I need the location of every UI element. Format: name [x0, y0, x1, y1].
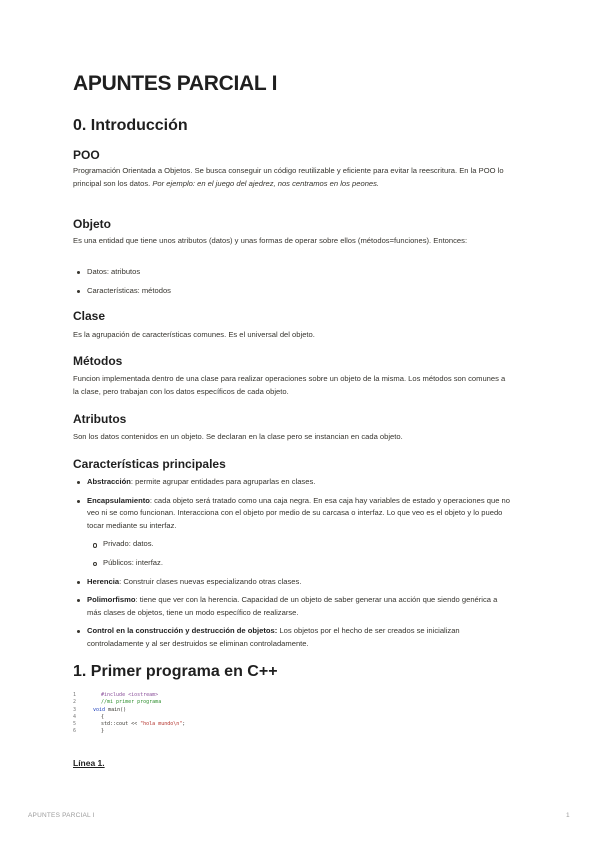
heading-metodos: Métodos: [73, 354, 123, 368]
code-line: [73, 707, 273, 714]
poo-example: Por ejemplo: en el juego del ajedrez, nos centramos en los peones.: [152, 178, 380, 188]
list-item: [73, 476, 513, 489]
line-number: 6: [73, 728, 77, 735]
heading-caracteristicas: Características principales: [73, 457, 226, 471]
code-include: #include <iostream>: [101, 692, 159, 698]
list-objeto: [73, 266, 513, 303]
code-line: [73, 728, 273, 735]
paragraph-clase: Es la agrupación de características comunes. Es el universal del objeto.: [73, 330, 315, 339]
term-encapsulamiento: Encapsulamiento: [87, 495, 150, 505]
sub-list-item: Privado: datos.: [89, 538, 513, 551]
term-herencia: Herencia: [87, 576, 120, 586]
heading-atributos: Atributos: [73, 412, 127, 426]
line-number: 4: [73, 713, 77, 720]
paragraph-poo: [73, 165, 513, 190]
list-item: [73, 576, 513, 589]
text-abstraccion: : permite agrupar entidades para agruparlas en clases.: [130, 477, 316, 486]
code-line: [73, 714, 273, 721]
page-title: APUNTES PARCIAL I: [73, 72, 278, 95]
code-brace-close: }: [101, 728, 105, 735]
code-main: main(): [105, 706, 127, 713]
footer-page-number: 1: [566, 812, 570, 819]
text-polimorfismo: : tiene que ver con la herencia. Capacidad de un objeto de saber generar una acción que siendo genérica a más clases de objetos, tiene un modo específico de realizarse.: [87, 595, 498, 617]
code-cout: std::cout <<: [101, 721, 141, 728]
line-number: 3: [73, 706, 77, 713]
text-control: Los objetos por el hecho de ser creados se inicializan controladamente y al ser destruidos se eliminan controladamente.: [87, 626, 460, 648]
linea-1-heading: Línea 1.: [73, 758, 105, 768]
paragraph-metodos: Funcion implementada dentro de una clase para realizar operaciones sobre un objeto de la misma. Los métodos son comunes a la clase, pero trabajan con los datos específicos de cada objeto.: [73, 374, 506, 396]
list-caracteristicas: [73, 476, 513, 657]
heading-poo: POO: [73, 148, 100, 162]
list-item: Datos: atributos: [73, 266, 513, 279]
code-keyword: void: [93, 706, 106, 713]
code-line: [73, 692, 273, 699]
heading-clase: Clase: [73, 309, 106, 323]
list-item: [73, 625, 513, 650]
code-block: [73, 692, 273, 736]
line-number: 2: [73, 699, 77, 706]
line-number: 1: [73, 692, 77, 698]
term-control: Control en la construcción y destrucción de objetos:: [87, 626, 278, 636]
code-semicolon: ;: [182, 721, 186, 728]
paragraph-objeto: Es una entidad que tiene unos atributos (datos) y unas formas de operar sobre ellos (métodos=funciones). Entonces:: [73, 236, 468, 245]
code-brace-open: {: [101, 713, 105, 720]
code-line: [73, 721, 273, 728]
code-comment: //mi primer programa: [101, 699, 162, 706]
code-string: "hola mundo\n": [140, 721, 183, 728]
text-encapsulamiento: : cada objeto será tratado como una caja negra. En esa caja hay variables de estado y operaciones que no veo ni se como funcionan. Interacciona con el objeto por medio de su carcasa o interfaz. Lo que veo es el objeto y lo puedo tocar mediante su interfaz.: [87, 495, 510, 530]
text-herencia: : Construir clases nuevas especializando otras clases.: [119, 576, 302, 586]
list-item: [73, 594, 513, 619]
footer-title: APUNTES PARCIAL I: [28, 812, 95, 819]
sub-list-item: Públicos: interfaz.: [89, 557, 513, 570]
heading-objeto: Objeto: [73, 217, 111, 231]
heading-introduccion: 0. Introducción: [73, 117, 188, 134]
paragraph-atributos: Son los datos contenidos en un objeto. Se declaran en la clase pero se instancian en cada objeto.: [73, 432, 403, 441]
line-number: 5: [73, 721, 77, 728]
list-item: [73, 495, 513, 533]
term-abstraccion: Abstracción: [87, 477, 131, 486]
list-item: Características: métodos: [73, 285, 513, 298]
heading-primer-programa: 1. Primer programa en C++: [73, 663, 278, 680]
term-polimorfismo: Polimorfismo: [87, 595, 136, 605]
code-line: [73, 699, 273, 706]
poo-text: Programación Orientada a Objetos. Se busca conseguir un código reutilizable y eficiente para evitar la reescritura. En la POO lo principal son los datos.: [73, 166, 504, 188]
